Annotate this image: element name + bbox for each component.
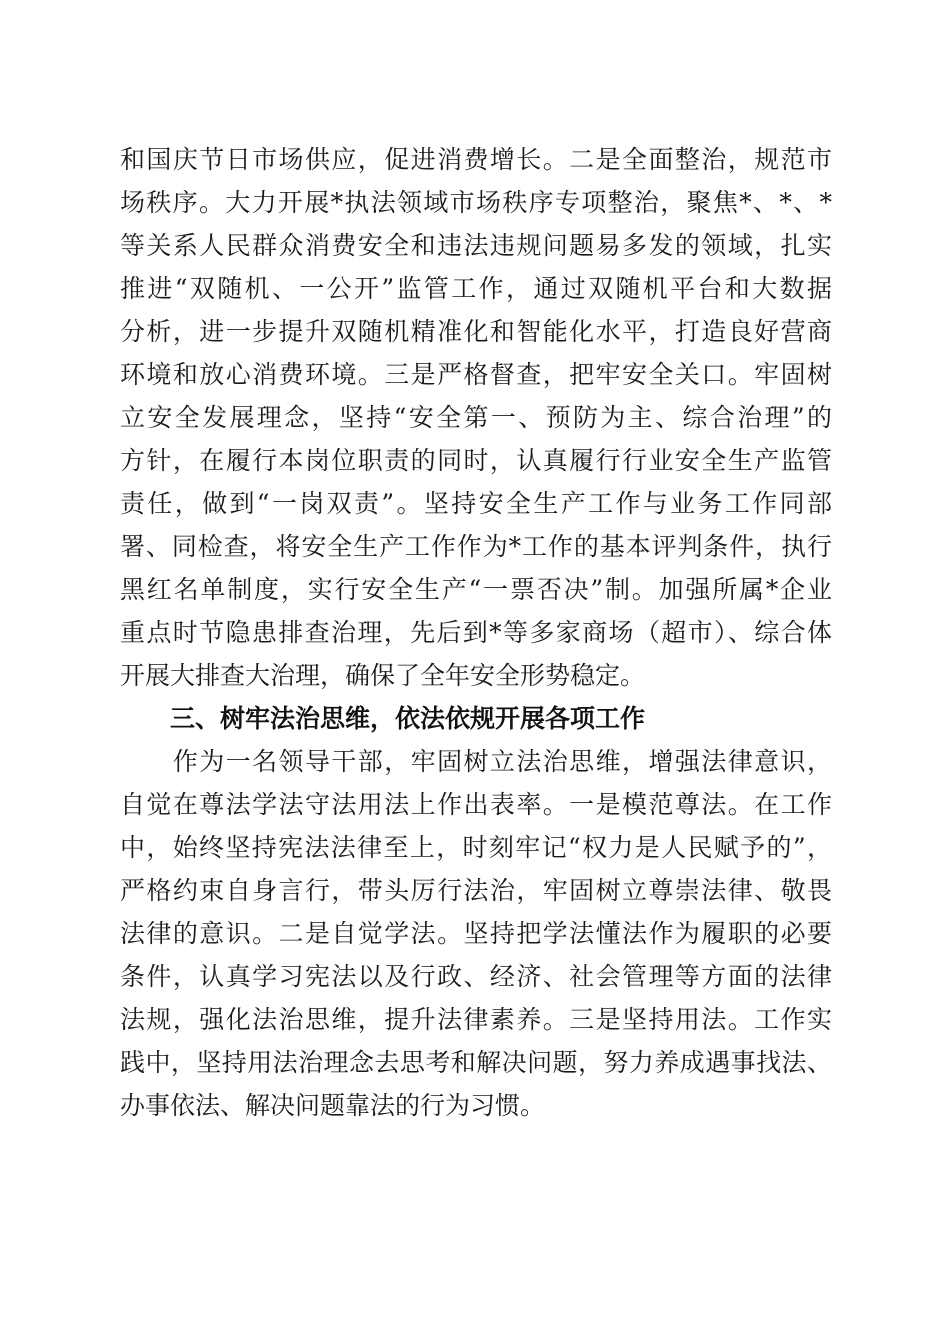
paragraph-1-line: 场秩序。大力开展*执法领域市场秩序专项整治，聚焦*、*、* [120, 188, 832, 217]
paragraph-1-line: 等关系人民群众消费安全和违法违规问题易多发的领域，扎实 [120, 231, 832, 260]
paragraph-2-line: 自觉在尊法学法守法用法上作出表率。一是模范尊法。在工作 [120, 790, 832, 819]
paragraph-1-line: 署、同检查，将安全生产工作作为*工作的基本评判条件，执行 [120, 532, 832, 561]
paragraph-1-line: 推进“双随机、一公开”监管工作，通过双随机平台和大数据 [120, 274, 832, 303]
paragraph-1-line: 黑红名单制度，实行安全生产“一票否决”制。加强所属*企业 [120, 575, 832, 604]
paragraph-2-line: 法规，强化法治思维，提升法律素养。三是坚持用法。工作实 [120, 1005, 832, 1034]
paragraph-1-line: 分析，进一步提升双随机精准化和智能化水平，打造良好营商 [120, 317, 832, 346]
paragraph-1-line: 重点时节隐患排查治理，先后到*等多家商场（超市）、综合体 [120, 618, 832, 647]
paragraph-1-line: 方针，在履行本岗位职责的同时，认真履行行业安全生产监管 [120, 446, 832, 475]
paragraph-1-line: 开展大排查大治理，确保了全年安全形势稳定。 [120, 661, 646, 690]
section-3-heading: 三、树牢法治思维，依法依规开展各项工作 [170, 704, 646, 733]
paragraph-2-line: 作为一名领导干部，牢固树立法治思维，增强法律意识， [120, 747, 832, 776]
paragraph-2-line: 法律的意识。二是自觉学法。坚持把学法懂法作为履职的必要 [120, 919, 832, 948]
paragraph-2-line: 中，始终坚持宪法法律至上，时刻牢记“权力是人民赋予的”， [120, 833, 832, 862]
paragraph-1-line: 和国庆节日市场供应，促进消费增长。二是全面整治，规范市 [120, 145, 832, 174]
paragraph-2-line: 条件，认真学习宪法以及行政、经济、社会管理等方面的法律 [120, 962, 832, 991]
paragraph-2-line: 办事依法、解决问题靠法的行为习惯。 [120, 1091, 546, 1120]
paragraph-1-line: 责任，做到“一岗双责”。坚持安全生产工作与业务工作同部 [120, 489, 832, 518]
paragraph-1-line: 立安全发展理念，坚持“安全第一、预防为主、综合治理”的 [120, 403, 832, 432]
paragraph-2-line: 严格约束自身言行，带头厉行法治，牢固树立尊崇法律、敬畏 [120, 876, 832, 905]
paragraph-1-line: 环境和放心消费环境。三是严格督查，把牢安全关口。牢固树 [120, 360, 832, 389]
paragraph-2-line: 践中，坚持用法治理念去思考和解决问题，努力养成遇事找法、 [120, 1048, 832, 1077]
